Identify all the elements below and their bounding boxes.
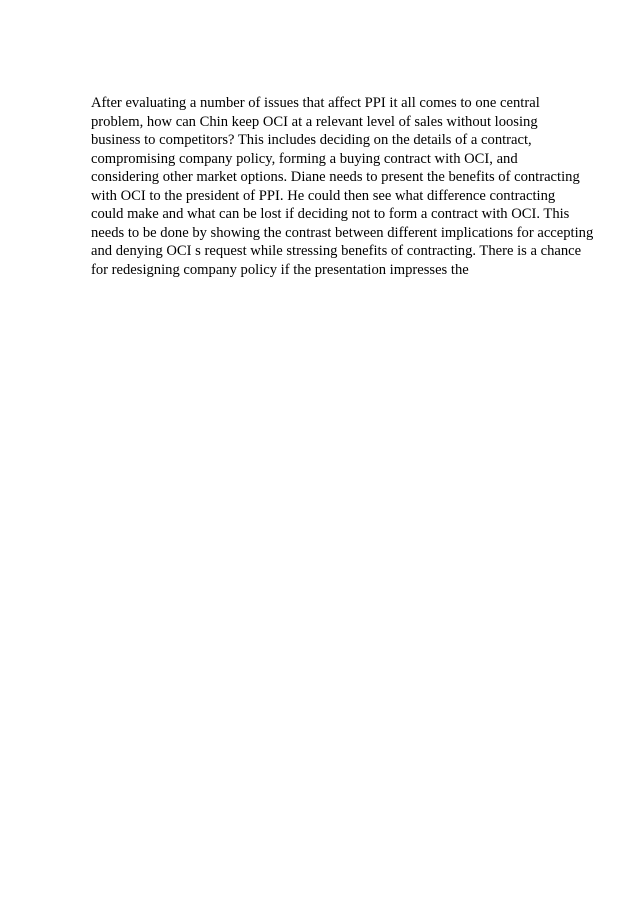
paragraph-line: and denying OCI s request while stressing benefits of contracting. There is a chance <box>91 243 582 259</box>
paragraph-line: After evaluating a number of issues that affect PPI it all comes to one central <box>91 95 540 111</box>
paragraph-line: with OCI to the president of PPI. He could then see what difference contracting <box>91 187 556 204</box>
paragraph-line: business to competitors? This includes deciding on the details of a contract, <box>91 132 532 148</box>
paragraph-line: needs to be done by showing the contrast between different implications for accepting <box>91 224 594 241</box>
body-paragraph <box>91 94 611 279</box>
paragraph-line: compromising company policy, forming a buying contract with OCI, and <box>91 150 518 167</box>
paragraph-line: problem, how can Chin keep OCI at a relevant level of sales without loosing <box>91 113 538 130</box>
paragraph-line: could make and what can be lost if deciding not to form a contract with OCI. This <box>91 206 570 222</box>
paragraph-line: for redesigning company policy if the presentation impresses the <box>91 261 469 278</box>
paragraph-line: considering other market options. Diane needs to present the benefits of contracting <box>91 169 580 185</box>
